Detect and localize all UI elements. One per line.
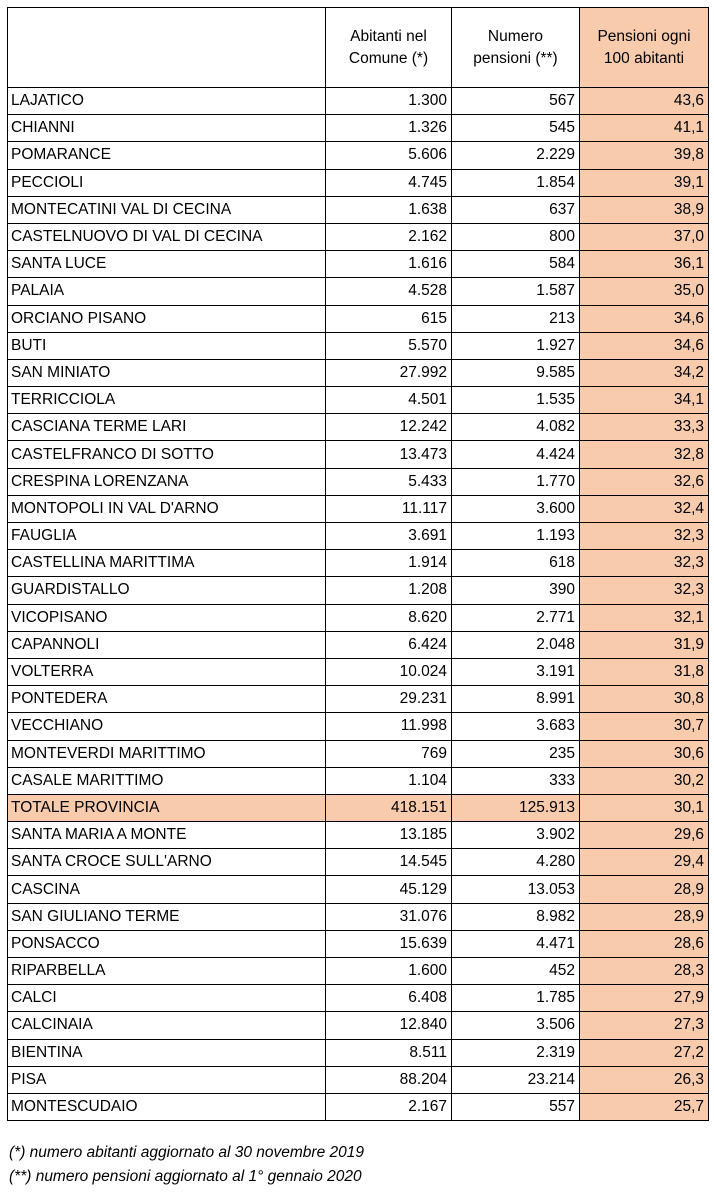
comune-cell: CALCI bbox=[8, 985, 326, 1012]
abitanti-cell: 11.998 bbox=[326, 713, 452, 740]
ratio-cell: 28,3 bbox=[580, 958, 709, 985]
table-row bbox=[8, 631, 709, 658]
comune-cell: RIPARBELLA bbox=[8, 958, 326, 985]
comune-cell: VOLTERRA bbox=[8, 658, 326, 685]
table-row bbox=[8, 223, 709, 250]
pensioni-cell: 23.214 bbox=[452, 1066, 580, 1093]
table-row bbox=[8, 305, 709, 332]
abitanti-cell: 4.528 bbox=[326, 278, 452, 305]
table-row bbox=[8, 550, 709, 577]
abitanti-cell: 10.024 bbox=[326, 658, 452, 685]
comune-cell: SANTA MARIA A MONTE bbox=[8, 822, 326, 849]
abitanti-cell: 11.117 bbox=[326, 495, 452, 522]
abitanti-cell: 15.639 bbox=[326, 930, 452, 957]
header-pensioni-line1: Numero bbox=[487, 27, 544, 45]
comune-cell: TOTALE PROVINCIA bbox=[8, 794, 326, 821]
abitanti-cell: 14.545 bbox=[326, 849, 452, 876]
pensioni-cell: 557 bbox=[452, 1093, 580, 1120]
abitanti-cell: 12.840 bbox=[326, 1012, 452, 1039]
pensioni-cell: 3.600 bbox=[452, 495, 580, 522]
header-abitanti bbox=[326, 8, 452, 88]
ratio-cell: 30,2 bbox=[580, 767, 709, 794]
comune-cell: MONTEVERDI MARITTIMO bbox=[8, 740, 326, 767]
ratio-cell: 37,0 bbox=[580, 223, 709, 250]
abitanti-cell: 418.151 bbox=[326, 794, 452, 821]
ratio-cell: 36,1 bbox=[580, 251, 709, 278]
pensioni-cell: 2.048 bbox=[452, 631, 580, 658]
pensioni-cell: 8.982 bbox=[452, 903, 580, 930]
header-pensioni-line2: pensioni (**) bbox=[473, 49, 558, 67]
abitanti-cell: 13.185 bbox=[326, 822, 452, 849]
pensioni-cell: 545 bbox=[452, 115, 580, 142]
table-row bbox=[8, 441, 709, 468]
abitanti-cell: 88.204 bbox=[326, 1066, 452, 1093]
ratio-cell: 32,1 bbox=[580, 604, 709, 631]
table-row bbox=[8, 332, 709, 359]
comune-cell: PISA bbox=[8, 1066, 326, 1093]
comune-cell: FAUGLIA bbox=[8, 523, 326, 550]
comune-cell: CALCINAIA bbox=[8, 1012, 326, 1039]
footnotes bbox=[9, 1141, 364, 1189]
comune-cell: VICOPISANO bbox=[8, 604, 326, 631]
ratio-cell: 25,7 bbox=[580, 1093, 709, 1120]
ratio-cell: 32,3 bbox=[580, 523, 709, 550]
ratio-cell: 32,3 bbox=[580, 550, 709, 577]
table-row bbox=[8, 713, 709, 740]
table-row bbox=[8, 849, 709, 876]
pensioni-cell: 235 bbox=[452, 740, 580, 767]
table-row bbox=[8, 278, 709, 305]
comune-cell: POMARANCE bbox=[8, 142, 326, 169]
table-row bbox=[8, 1066, 709, 1093]
ratio-cell: 32,6 bbox=[580, 468, 709, 495]
table-row bbox=[8, 387, 709, 414]
table-row bbox=[8, 822, 709, 849]
comune-cell: CASALE MARITTIMO bbox=[8, 767, 326, 794]
table-row bbox=[8, 577, 709, 604]
ratio-cell: 41,1 bbox=[580, 115, 709, 142]
comune-cell: SANTA CROCE SULL'ARNO bbox=[8, 849, 326, 876]
comune-cell: GUARDISTALLO bbox=[8, 577, 326, 604]
abitanti-cell: 5.433 bbox=[326, 468, 452, 495]
table-row bbox=[8, 468, 709, 495]
ratio-cell: 30,7 bbox=[580, 713, 709, 740]
abitanti-cell: 4.501 bbox=[326, 387, 452, 414]
comune-cell: BIENTINA bbox=[8, 1039, 326, 1066]
table-row bbox=[8, 169, 709, 196]
abitanti-cell: 1.638 bbox=[326, 196, 452, 223]
comune-cell: SAN GIULIANO TERME bbox=[8, 903, 326, 930]
ratio-cell: 28,9 bbox=[580, 876, 709, 903]
abitanti-cell: 4.745 bbox=[326, 169, 452, 196]
table-row bbox=[8, 88, 709, 115]
comune-cell: MONTESCUDAIO bbox=[8, 1093, 326, 1120]
abitanti-cell: 6.424 bbox=[326, 631, 452, 658]
table-total-row bbox=[8, 794, 709, 821]
ratio-cell: 34,6 bbox=[580, 305, 709, 332]
table-row bbox=[8, 196, 709, 223]
ratio-cell: 33,3 bbox=[580, 414, 709, 441]
pensioni-cell: 9.585 bbox=[452, 359, 580, 386]
pensioni-cell: 390 bbox=[452, 577, 580, 604]
comune-cell: VECCHIANO bbox=[8, 713, 326, 740]
comune-cell: BUTI bbox=[8, 332, 326, 359]
table-row bbox=[8, 985, 709, 1012]
comune-cell: SAN MINIATO bbox=[8, 359, 326, 386]
pensioni-cell: 452 bbox=[452, 958, 580, 985]
pensioni-cell: 584 bbox=[452, 251, 580, 278]
comune-cell: PONSACCO bbox=[8, 930, 326, 957]
comune-cell: ORCIANO PISANO bbox=[8, 305, 326, 332]
table-row bbox=[8, 1012, 709, 1039]
ratio-cell: 30,6 bbox=[580, 740, 709, 767]
ratio-cell: 35,0 bbox=[580, 278, 709, 305]
pensioni-cell: 2.771 bbox=[452, 604, 580, 631]
pensioni-cell: 13.053 bbox=[452, 876, 580, 903]
abitanti-cell: 8.620 bbox=[326, 604, 452, 631]
header-ratio-line1: Pensioni ogni bbox=[597, 27, 691, 45]
pensioni-cell: 333 bbox=[452, 767, 580, 794]
comune-cell: PALAIA bbox=[8, 278, 326, 305]
ratio-cell: 32,4 bbox=[580, 495, 709, 522]
abitanti-cell: 6.408 bbox=[326, 985, 452, 1012]
pensioni-cell: 4.424 bbox=[452, 441, 580, 468]
ratio-cell: 30,1 bbox=[580, 794, 709, 821]
footnote-abitanti: (*) numero abitanti aggiornato al 30 novembre 2019 bbox=[9, 1144, 365, 1161]
abitanti-cell: 5.606 bbox=[326, 142, 452, 169]
comune-cell: CASCINA bbox=[8, 876, 326, 903]
abitanti-cell: 3.691 bbox=[326, 523, 452, 550]
ratio-cell: 29,4 bbox=[580, 849, 709, 876]
pensioni-cell: 4.280 bbox=[452, 849, 580, 876]
comune-cell: SANTA LUCE bbox=[8, 251, 326, 278]
abitanti-cell: 1.616 bbox=[326, 251, 452, 278]
table-row bbox=[8, 523, 709, 550]
pensioni-cell: 3.902 bbox=[452, 822, 580, 849]
pensioni-cell: 800 bbox=[452, 223, 580, 250]
table-row bbox=[8, 414, 709, 441]
abitanti-cell: 1.104 bbox=[326, 767, 452, 794]
table-row bbox=[8, 115, 709, 142]
abitanti-cell: 29.231 bbox=[326, 686, 452, 713]
abitanti-cell: 615 bbox=[326, 305, 452, 332]
pensioni-cell: 1.770 bbox=[452, 468, 580, 495]
abitanti-cell: 5.570 bbox=[326, 332, 452, 359]
ratio-cell: 27,9 bbox=[580, 985, 709, 1012]
header-comune bbox=[8, 8, 326, 88]
pensioni-cell: 637 bbox=[452, 196, 580, 223]
comune-cell: CHIANNI bbox=[8, 115, 326, 142]
ratio-cell: 39,1 bbox=[580, 169, 709, 196]
table-row bbox=[8, 251, 709, 278]
table-header-row bbox=[8, 8, 709, 88]
ratio-cell: 38,9 bbox=[580, 196, 709, 223]
header-pensioni bbox=[452, 8, 580, 88]
pensioni-cell: 8.991 bbox=[452, 686, 580, 713]
ratio-cell: 39,8 bbox=[580, 142, 709, 169]
table-row bbox=[8, 495, 709, 522]
ratio-cell: 31,9 bbox=[580, 631, 709, 658]
abitanti-cell: 769 bbox=[326, 740, 452, 767]
pensioni-cell: 618 bbox=[452, 550, 580, 577]
abitanti-cell: 2.167 bbox=[326, 1093, 452, 1120]
ratio-cell: 32,8 bbox=[580, 441, 709, 468]
pensions-table bbox=[7, 7, 709, 1121]
comune-cell: CASTELNUOVO DI VAL DI CECINA bbox=[8, 223, 326, 250]
abitanti-cell: 31.076 bbox=[326, 903, 452, 930]
comune-cell: MONTECATINI VAL DI CECINA bbox=[8, 196, 326, 223]
ratio-cell: 27,3 bbox=[580, 1012, 709, 1039]
ratio-cell: 29,6 bbox=[580, 822, 709, 849]
ratio-cell: 28,6 bbox=[580, 930, 709, 957]
ratio-cell: 43,6 bbox=[580, 88, 709, 115]
pensioni-cell: 567 bbox=[452, 88, 580, 115]
pensioni-cell: 1.535 bbox=[452, 387, 580, 414]
comune-cell: LAJATICO bbox=[8, 88, 326, 115]
abitanti-cell: 1.914 bbox=[326, 550, 452, 577]
comune-cell: CRESPINA LORENZANA bbox=[8, 468, 326, 495]
comune-cell: MONTOPOLI IN VAL D'ARNO bbox=[8, 495, 326, 522]
ratio-cell: 34,6 bbox=[580, 332, 709, 359]
pensioni-cell: 1.854 bbox=[452, 169, 580, 196]
comune-cell: CASTELLINA MARITTIMA bbox=[8, 550, 326, 577]
ratio-cell: 30,8 bbox=[580, 686, 709, 713]
header-ratio bbox=[580, 8, 709, 88]
header-abitanti-line1: Abitanti nel bbox=[350, 27, 427, 45]
pensioni-cell: 1.587 bbox=[452, 278, 580, 305]
abitanti-cell: 1.208 bbox=[326, 577, 452, 604]
table-row bbox=[8, 767, 709, 794]
abitanti-cell: 8.511 bbox=[326, 1039, 452, 1066]
pensioni-cell: 3.683 bbox=[452, 713, 580, 740]
pensioni-cell: 4.471 bbox=[452, 930, 580, 957]
abitanti-cell: 2.162 bbox=[326, 223, 452, 250]
abitanti-cell: 13.473 bbox=[326, 441, 452, 468]
table-body bbox=[8, 88, 709, 1121]
table-row bbox=[8, 359, 709, 386]
table-row bbox=[8, 686, 709, 713]
ratio-cell: 32,3 bbox=[580, 577, 709, 604]
ratio-cell: 34,1 bbox=[580, 387, 709, 414]
pensioni-cell: 1.193 bbox=[452, 523, 580, 550]
pensioni-cell: 4.082 bbox=[452, 414, 580, 441]
pensioni-cell: 1.927 bbox=[452, 332, 580, 359]
table-row bbox=[8, 740, 709, 767]
table-row bbox=[8, 1093, 709, 1120]
header-abitanti-line2: Comune (*) bbox=[348, 49, 429, 67]
pensioni-cell: 3.191 bbox=[452, 658, 580, 685]
comune-cell: CASCIANA TERME LARI bbox=[8, 414, 326, 441]
pensioni-cell: 125.913 bbox=[452, 794, 580, 821]
table-row bbox=[8, 658, 709, 685]
abitanti-cell: 12.242 bbox=[326, 414, 452, 441]
comune-cell: CAPANNOLI bbox=[8, 631, 326, 658]
header-ratio-line2: 100 abitanti bbox=[603, 49, 685, 67]
ratio-cell: 26,3 bbox=[580, 1066, 709, 1093]
abitanti-cell: 1.300 bbox=[326, 88, 452, 115]
table-row bbox=[8, 903, 709, 930]
ratio-cell: 27,2 bbox=[580, 1039, 709, 1066]
ratio-cell: 31,8 bbox=[580, 658, 709, 685]
pensioni-cell: 1.785 bbox=[452, 985, 580, 1012]
abitanti-cell: 45.129 bbox=[326, 876, 452, 903]
comune-cell: PECCIOLI bbox=[8, 169, 326, 196]
table-row bbox=[8, 876, 709, 903]
table-row bbox=[8, 604, 709, 631]
table-row bbox=[8, 1039, 709, 1066]
table-row bbox=[8, 930, 709, 957]
pensioni-cell: 213 bbox=[452, 305, 580, 332]
ratio-cell: 34,2 bbox=[580, 359, 709, 386]
ratio-cell: 28,9 bbox=[580, 903, 709, 930]
abitanti-cell: 1.600 bbox=[326, 958, 452, 985]
footnote-pensioni: (**) numero pensioni aggiornato al 1° gennaio 2020 bbox=[9, 1168, 362, 1185]
pensioni-cell: 2.229 bbox=[452, 142, 580, 169]
pensioni-cell: 2.319 bbox=[452, 1039, 580, 1066]
comune-cell: PONTEDERA bbox=[8, 686, 326, 713]
pensioni-cell: 3.506 bbox=[452, 1012, 580, 1039]
comune-cell: CASTELFRANCO DI SOTTO bbox=[8, 441, 326, 468]
table-row bbox=[8, 958, 709, 985]
abitanti-cell: 27.992 bbox=[326, 359, 452, 386]
table-row bbox=[8, 142, 709, 169]
abitanti-cell: 1.326 bbox=[326, 115, 452, 142]
comune-cell: TERRICCIOLA bbox=[8, 387, 326, 414]
